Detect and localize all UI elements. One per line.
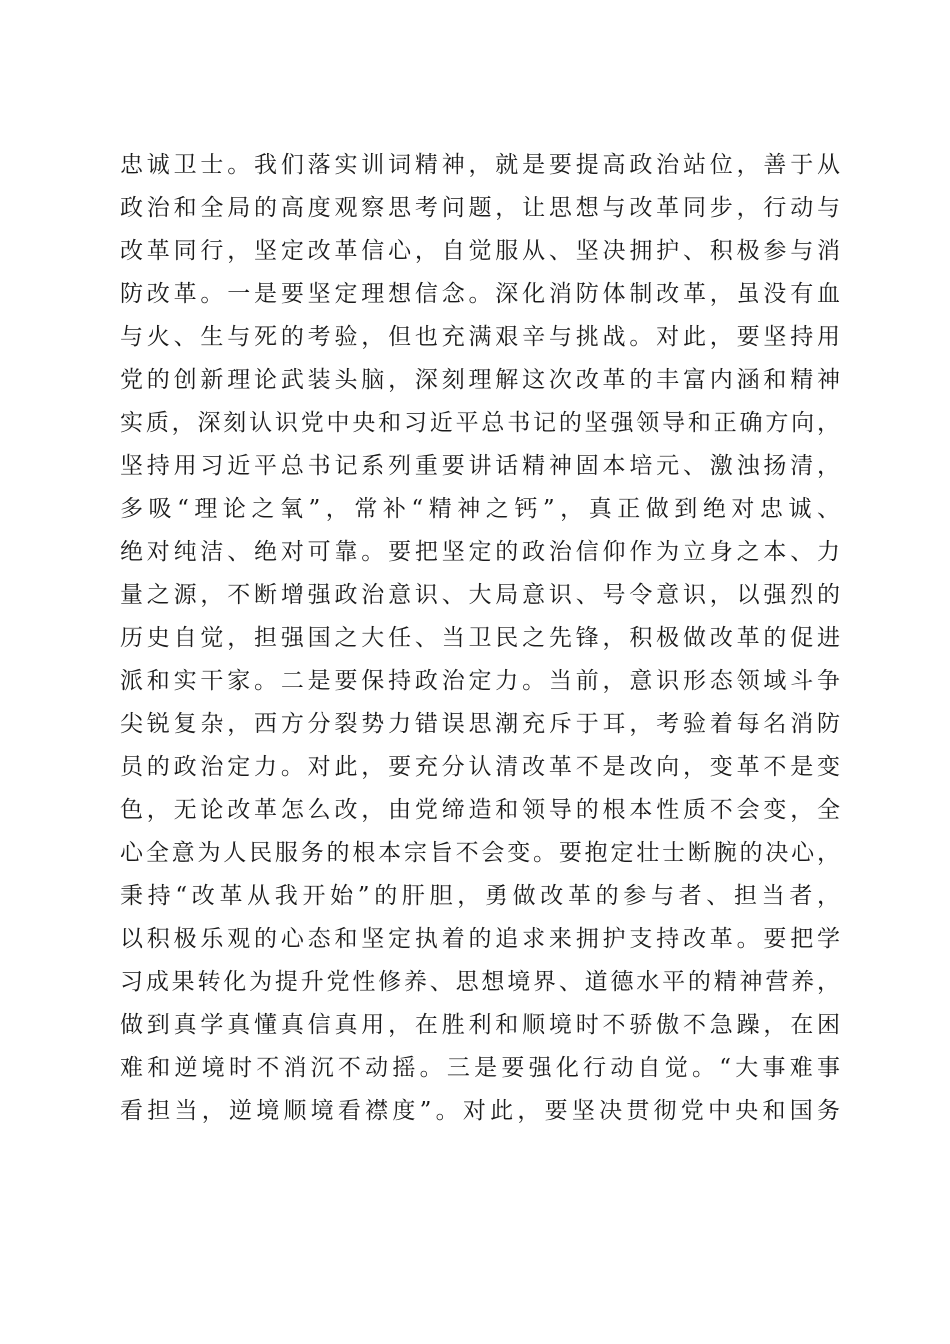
text-line: 尖锐复杂，西方分裂势力错误思潮充斥于耳，考验着每名消防 xyxy=(120,711,840,737)
text-line: 色，无论改革怎么改，由党缔造和领导的根本性质不会变，全 xyxy=(120,797,840,823)
text-line: 绝对纯洁、绝对可靠。要把坚定的政治信仰作为立身之本、力 xyxy=(120,539,840,565)
text-line: 改革同行，坚定改革信心，自觉服从、坚决拥护、积极参与消 xyxy=(120,238,840,264)
text-line: 量之源，不断增强政治意识、大局意识、号令意识，以强烈的 xyxy=(120,582,840,608)
text-line: 秉持“改革从我开始”的肝胆，勇做改革的参与者、担当者， xyxy=(120,883,840,909)
text-line: 多吸“理论之氧”，常补“精神之钙”，真正做到绝对忠诚、 xyxy=(120,496,840,522)
text-line: 派和实干家。二是要保持政治定力。当前，意识形态领域斗争 xyxy=(120,668,840,694)
text-line: 习成果转化为提升党性修养、思想境界、道德水平的精神营养， xyxy=(120,969,840,995)
text-line: 难和逆境时不消沉不动摇。三是要强化行动自觉。“大事难事 xyxy=(120,1055,840,1081)
text-line: 员的政治定力。对此，要充分认清改革不是改向，变革不是变 xyxy=(120,754,840,780)
text-line: 以积极乐观的心态和坚定执着的追求来拥护支持改革。要把学 xyxy=(120,926,840,952)
text-line: 坚持用习近平总书记系列重要讲话精神固本培元、激浊扬清， xyxy=(120,453,840,479)
text-line: 做到真学真懂真信真用，在胜利和顺境时不骄傲不急躁，在困 xyxy=(120,1012,840,1038)
text-line: 忠诚卫士。我们落实训词精神，就是要提高政治站位，善于从 xyxy=(120,152,840,178)
text-line: 政治和全局的高度观察思考问题，让思想与改革同步，行动与 xyxy=(120,195,840,221)
text-line: 历史自觉，担强国之大任、当卫民之先锋，积极做改革的促进 xyxy=(120,625,840,651)
text-line: 看担当，逆境顺境看襟度”。对此，要坚决贯彻党中央和国务 xyxy=(120,1098,840,1124)
text-line: 防改革。一是要坚定理想信念。深化消防体制改革，虽没有血 xyxy=(120,281,840,307)
body-text xyxy=(120,144,840,1133)
text-line: 与火、生与死的考验，但也充满艰辛与挑战。对此，要坚持用 xyxy=(120,324,840,350)
text-line: 心全意为人民服务的根本宗旨不会变。要抱定壮士断腕的决心， xyxy=(120,840,840,866)
text-line: 实质，深刻认识党中央和习近平总书记的坚强领导和正确方向， xyxy=(120,410,840,436)
text-line: 党的创新理论武装头脑，深刻理解这次改革的丰富内涵和精神 xyxy=(120,367,840,393)
